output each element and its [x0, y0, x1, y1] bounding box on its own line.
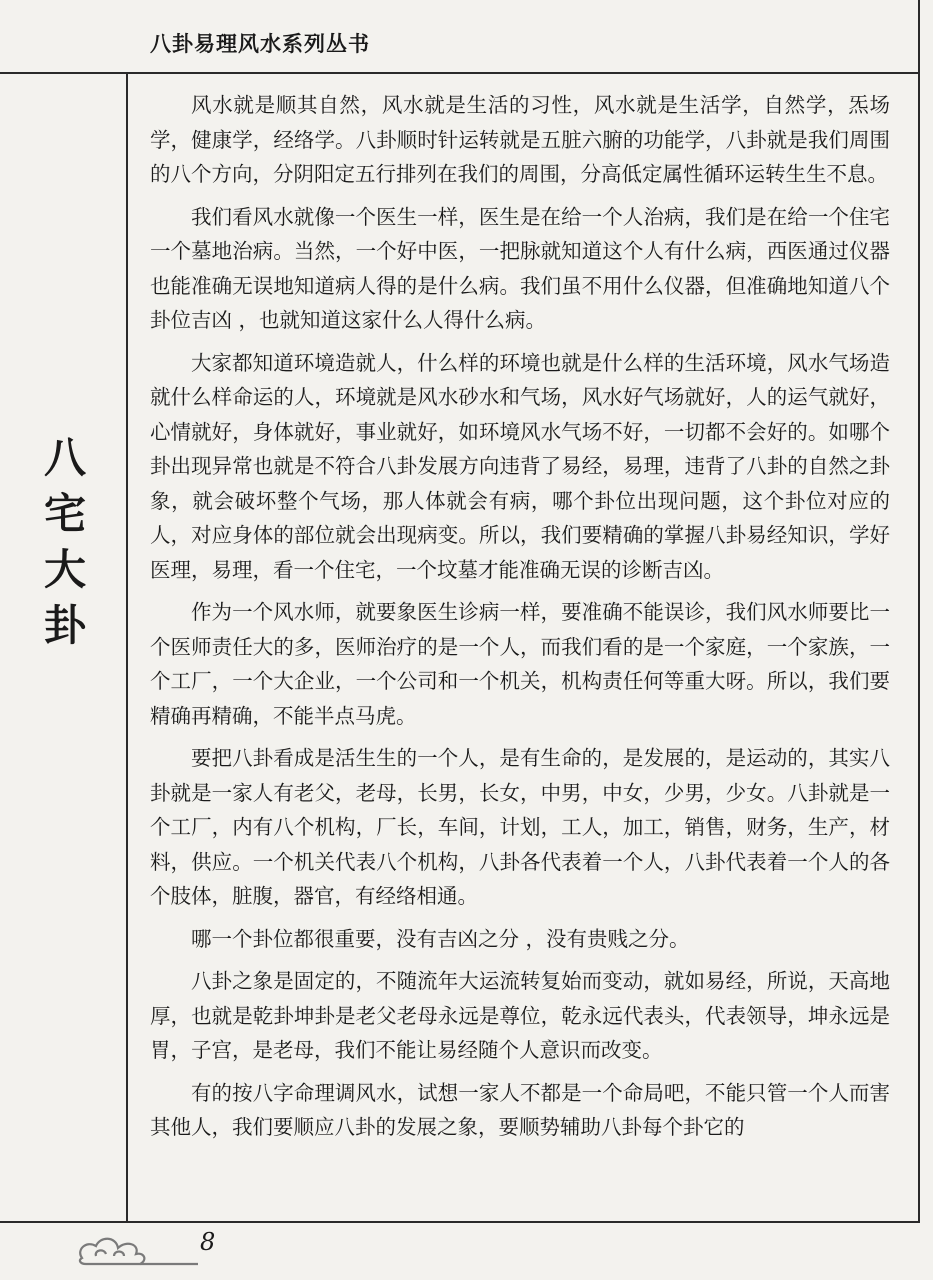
side-column-rule — [126, 73, 128, 1222]
series-title: 八卦易理风水系列丛书 — [150, 32, 370, 56]
footer-rule — [0, 1221, 920, 1223]
side-title-char: 大 — [43, 545, 86, 594]
paragraph: 八卦之象是固定的，不随流年大运流转复始而变动，就如易经，所说，天高地厚，也就是乾卦坤卦是老父老母永远是尊位，乾永远代表头，代表领导，坤永远是胃，子宫，是老母，我们不能让易经随个人意识而改变。 — [150, 969, 890, 1062]
side-title-char: 八 — [43, 433, 86, 482]
paragraph: 我们看风水就像一个医生一样，医生是在给一个人治病，我们是在给一个住宅一个墓地治病。当然，一个好中医，一把脉就知道这个人有什么病，西医通过仪器也能准确无误地知道病人得的是什么病。我们虽不用什么仪器，但准确地知道八个卦位吉凶 ，也就知道这家什么人得什么病。 — [150, 204, 890, 332]
side-title-char: 宅 — [43, 489, 86, 538]
paragraph: 风水就是顺其自然，风水就是生活的习性，风水就是生活学，自然学，炁场学，健康学，经络学。八卦顺时针运转就是五脏六腑的功能学，八卦就是我们周围的八个方向，分阴阳定五行排列在我们的周围，分高低定属性循环运转生生不息。 — [150, 93, 890, 186]
right-border — [918, 0, 920, 1222]
paragraph: 要把八卦看成是活生生的一个人，是有生命的，是发展的，是运动的，其实八卦就是一家人有老父，老母，长男，长女，中男，中女，少男，少女。八卦就是一个工厂，内有八个机构，厂长，车间，计划，工人，加工，销售，财务，生产，材料，供应。一个机关代表八个机构，八卦各代表着一个人，八卦代表着一个人的各个肢体，脏腹，器官，有经络相通。 — [150, 746, 890, 908]
header-rule — [0, 72, 920, 74]
page-number: 8 — [200, 1228, 216, 1256]
body-text — [150, 88, 890, 1153]
chapter-side-title — [30, 430, 100, 654]
side-title-char: 卦 — [43, 601, 86, 650]
paragraph: 有的按八字命理调风水，试想一家人不都是一个命局吧，不能只管一个人而害其他人，我们要顺应八卦的发展之象，要顺势辅助八卦每个卦它的 — [150, 1080, 890, 1139]
paragraph: 作为一个风水师，就要象医生诊病一样，要准确不能误诊，我们风水师要比一个医师责任大的多，医师治疗的是一个人，而我们看的是一个家庭，一个家族，一个工厂，一个大企业，一个公司和一个机关，机构责任何等重大呀。所以，我们要精确再精确，不能半点马虎。 — [150, 600, 890, 728]
paragraph: 哪一个卦位都很重要，没有吉凶之分 ，没有贵贱之分。 — [191, 926, 690, 951]
cloud-scroll-icon — [74, 1230, 204, 1272]
paragraph: 大家都知道环境造就人，什么样的环境也就是什么样的生活环境，风水气场造就什么样命运的人，环境就是风水砂水和气场，风水好气场就好，人的运气就好，心情就好，身体就好，事业就好，如环境风水气场不好，一切都不会好的。如哪个卦出现异常也就是不符合八卦发展方向违背了易经，易理，违背了八卦的自然之卦象，就会破坏整个气场，那人体就会有病，哪个卦位出现问题，这个卦位对应的人，对应身体的部位就会出现病变。所以，我们要精确的掌握八卦易经知识，学好医理，易理，看一个住宅，一个坟墓才能准确无误的诊断吉凶。 — [150, 350, 890, 582]
